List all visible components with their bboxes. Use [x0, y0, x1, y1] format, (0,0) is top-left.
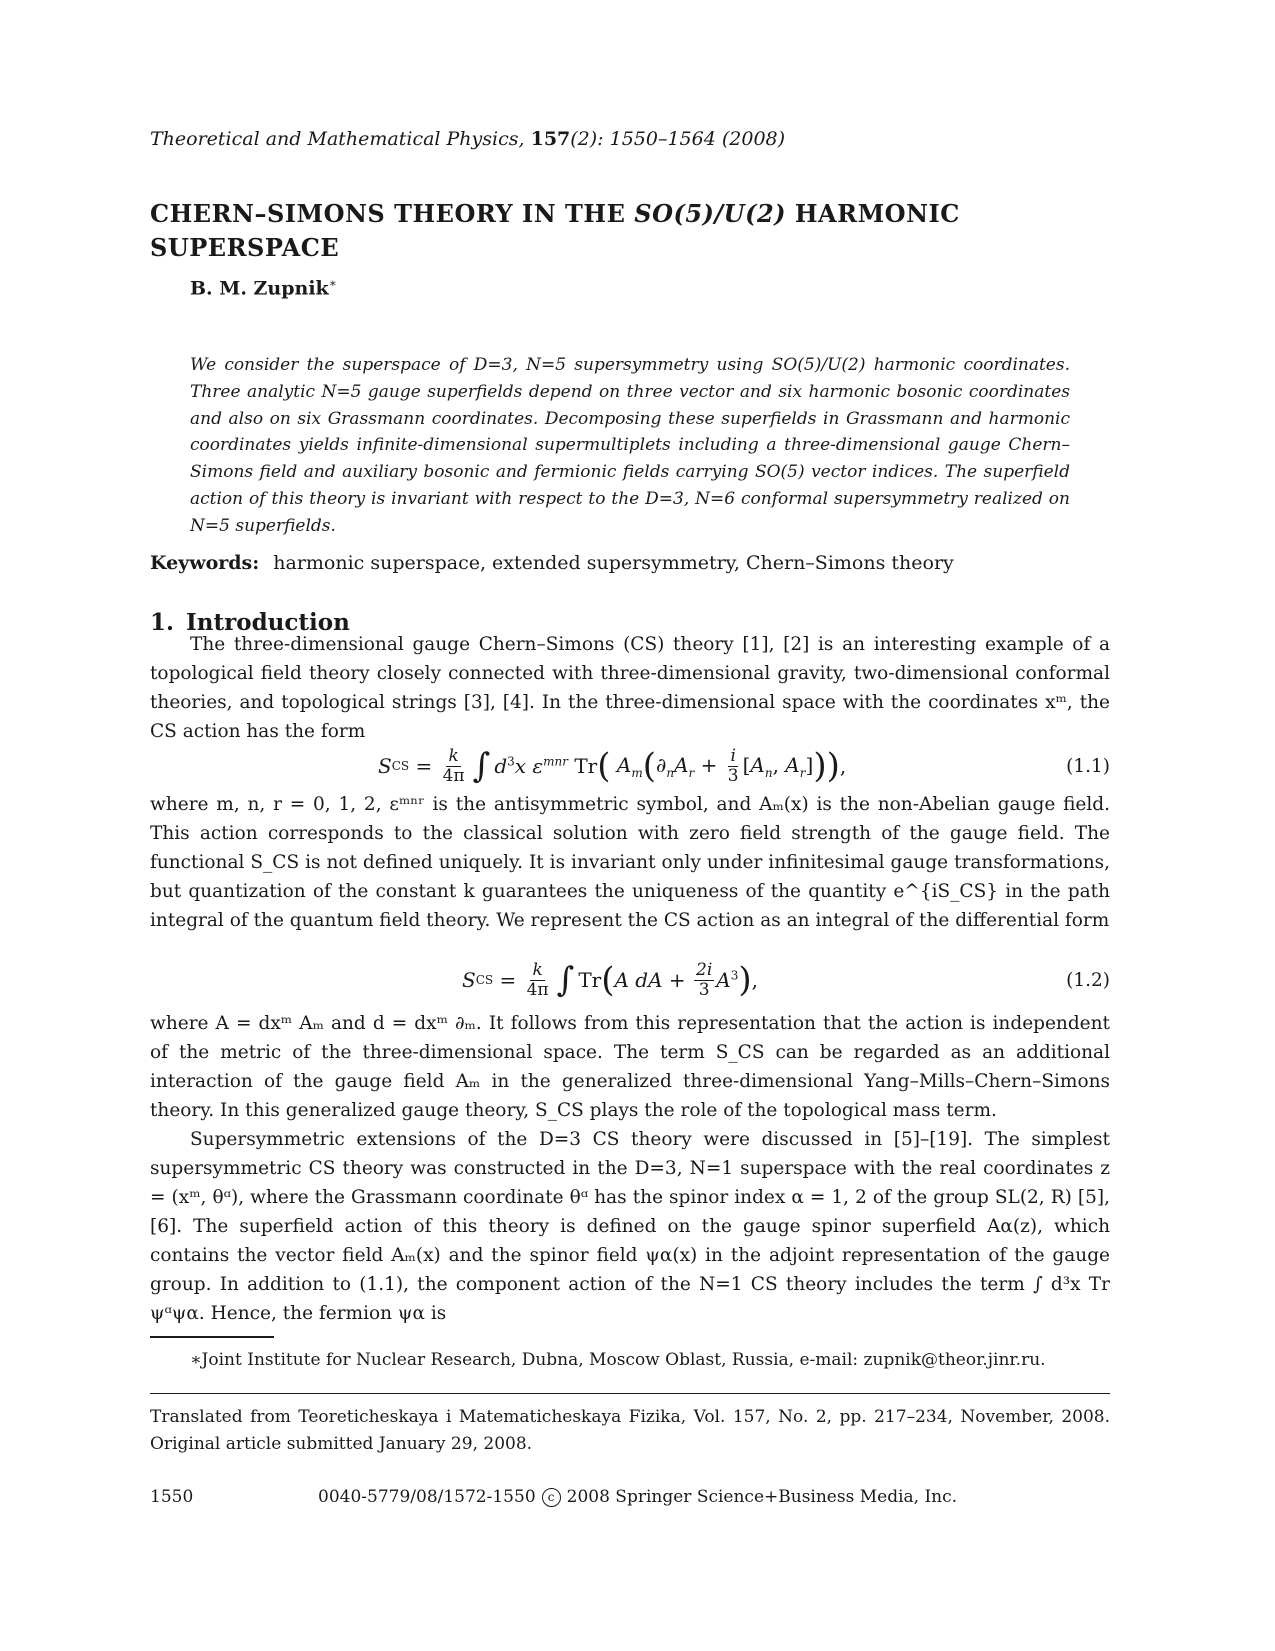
- title-group: SO(5)/U(2): [634, 199, 787, 228]
- eq1-label: (1.1): [1066, 755, 1110, 777]
- eq2-fraction-k: $\frac{k}{4\pi}$: [526, 959, 549, 1000]
- author-name: B. M. Zupnik: [190, 277, 329, 300]
- title-part1: CHERN–SIMONS THEORY IN THE: [150, 199, 635, 228]
- keywords: [150, 552, 954, 574]
- section-title: Introduction: [186, 609, 350, 636]
- copyright-text: 2008 Springer Science+Business Media, Inc.: [566, 1487, 958, 1507]
- eq1-lhs-sub: CS: [391, 759, 410, 773]
- equation-1-1: S CS = $\frac{k}{4\pi}$ ∫ $d^3x$ $\varepsilon^{mnr}$ Tr ( $A_m$ ( $\partial_nA_r$ + $\frac{i}{3}$ [$A_n$, $A_r$] )) , (1.1): [150, 741, 1110, 791]
- paragraph-4: Supersymmetric extensions of the D=3 CS theory were discussed in [5]–[19]. The simplest supersymmetric CS theory was constructed in the D=3, N=1 superspace with the real coordinates z = (xᵐ, θᵅ), where the Grassmann coordinate θᵅ has the spinor index α = 1, 2 of the group SL(2, R) [5], [6]. The superfield action of this theory is defined on the gauge spinor superfield Aα(z), which contains the vector field Aₘ(x) and the spinor field ψα(x) in the adjoint representation of the gauge group. In addition to (1.1), the component action of the N=1 CS theory includes the term ∫ d³x Tr ψᵅψα. Hence, the fermion ψα is: [150, 1129, 1110, 1324]
- eq2-label: (1.2): [1066, 969, 1110, 991]
- section-number: 1.: [150, 609, 175, 636]
- journal-issue-pages: (2): 1550–1564 (2008): [570, 128, 786, 150]
- paragraph-2: where m, n, r = 0, 1, 2, εᵐⁿʳ is the antisymmetric symbol, and Aₘ(x) is the non-Abelian gauge field. This action corresponds to the classical solution with zero field strength of the gauge field. The functional S_CS is not defined uniquely. It is invariant only under infinitesimal gauge transformations, but quantization of the constant k guarantees the uniqueness of the quantity e^{iS_CS} in the path integral of the quantum field theory. We represent the CS action as an integral of the differential form: [150, 794, 1110, 931]
- author: [190, 276, 337, 299]
- keywords-text: harmonic superspace, extended supersymmetry, Chern–Simons theory: [273, 552, 954, 574]
- eq2-lhs: S: [462, 968, 476, 992]
- eq2-lhs-sub: CS: [475, 973, 494, 987]
- eq1-fraction-i: $\frac{i}{3}$: [727, 745, 739, 786]
- footnote-rule: [150, 1336, 274, 1338]
- paragraph-1: The three-dimensional gauge Chern–Simons (CS) theory [1], [2] is an interesting example of a topological field theory closely connected with three-dimensional gravity, two-dimensional conformal theories, and topological strings [3], [4]. In the three-dimensional space with the coordinates xᵐ, the CS action has the form: [150, 634, 1110, 742]
- copyright-icon: c: [542, 1488, 561, 1507]
- paragraph-3: where A = dxᵐ Aₘ and d = dxᵐ ∂ₘ. It follows from this representation that the action is independent of the metric of the three-dimensional space. The term S_CS can be regarded as an additional interaction of the gauge field Aₘ in the generalized three-dimensional Yang–Mills–Chern–Simons theory. In this generalized gauge theory, S_CS plays the role of the topological mass term.: [150, 1013, 1110, 1121]
- issn: 0040-5779/08/1572-1550: [318, 1487, 536, 1507]
- copyright-line: [318, 1487, 957, 1507]
- journal-volume: 157: [530, 128, 571, 150]
- journal-name: Theoretical and Mathematical Physics,: [150, 128, 525, 150]
- author-footnote: ∗Joint Institute for Nuclear Research, Dubna, Moscow Oblast, Russia, e-mail: zupnik@theor.jinr.ru.: [190, 1350, 1046, 1370]
- page-number: 1550: [150, 1487, 194, 1507]
- eq1-fraction-k: $\frac{k}{4\pi}$: [442, 745, 465, 786]
- journal-citation: [150, 128, 785, 150]
- author-footnote-mark: ∗: [328, 276, 337, 290]
- title-part2: HARMONIC SUPERSPACE: [150, 199, 960, 262]
- eq2-fraction-2i: $\frac{2i}{3}$: [696, 959, 713, 1000]
- abstract: We consider the superspace of D=3, N=5 supersymmetry using SO(5)/U(2) harmonic coordinates. Three analytic N=5 gauge superfields depend on three vector and six harmonic bosonic coordinates and also on six Grassmann coordinates. Decomposing these superfields in Grassmann and harmonic coordinates yields infinite-dimensional supermultiplets including a three-dimensional gauge Chern–Simons field and auxiliary bosonic and fermionic fields carrying SO(5) vector indices. The superfield action of this theory is invariant with respect to the D=3, N=6 conformal supersymmetry realized on N=5 superfields.: [190, 355, 1070, 536]
- eq1-lhs: S: [378, 754, 392, 778]
- translation-rule: [150, 1393, 1110, 1394]
- equation-1-2: S CS = $\frac{k}{4\pi}$ ∫ Tr ( A dA + $\frac{2i}{3}$ $A^3$ ) , (1.2): [150, 955, 1110, 1005]
- translation-note: Translated from Teoreticheskaya i Matematicheskaya Fizika, Vol. 157, No. 2, pp. 217–234, November, 2008. Original article submitted January 29, 2008.: [150, 1407, 1110, 1454]
- keywords-label: Keywords:: [150, 552, 260, 574]
- paper-title: [150, 197, 1110, 265]
